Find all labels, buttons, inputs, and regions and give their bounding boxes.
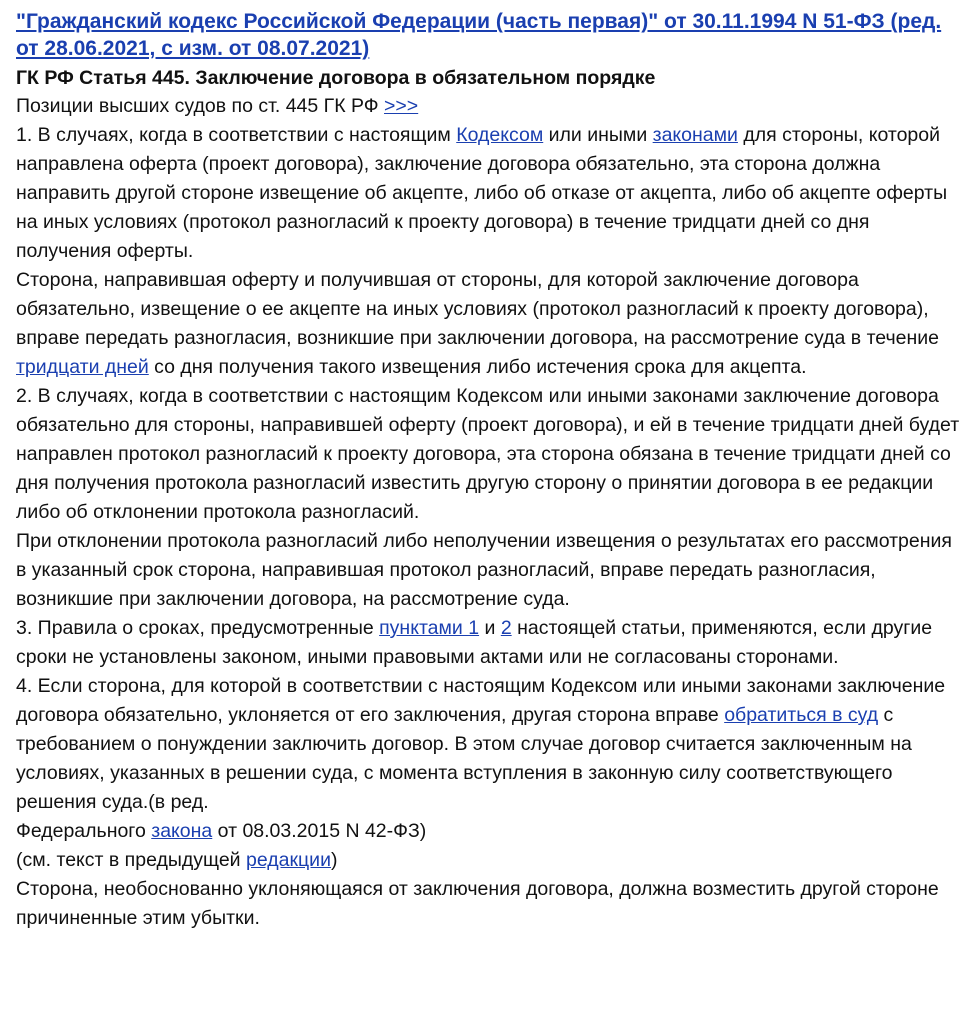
go-to-court-link[interactable]: обратиться в суд: [724, 704, 879, 726]
paragraph-4: [16, 672, 967, 817]
federal-law-link[interactable]: закона: [151, 820, 213, 842]
court-positions-line: [16, 92, 967, 121]
court-positions-text: Позиции высших судов по ст. 445 ГК РФ: [16, 95, 385, 117]
items-1-link[interactable]: пунктами 1: [379, 617, 480, 639]
paragraph-3-text-c: настоящей статьи, применяются, если другие сроки не установлены законом, иными правовыми актами или не согласованы сторонами.: [16, 617, 933, 668]
previous-edition-text-a: (см. текст в предыдущей: [16, 849, 246, 871]
previous-edition-text-b: ): [330, 849, 338, 871]
paragraph-1-second-text-a: Сторона, направившая оферту и получившая от стороны, для которой заключение договора обязательно, извещение о ее акцепте на иных условиях (протокол разногласий к проекту договора), вправе передать разногласия, возникшие при заключении договора, на рассмотрение суда в течение: [16, 269, 939, 349]
amendment-note: [16, 817, 967, 846]
previous-edition-link[interactable]: редакции: [246, 849, 331, 871]
paragraph-1-text-a: 1. В случаях, когда в соответствии с настоящим: [16, 124, 457, 146]
previous-edition-note: [16, 846, 967, 875]
paragraph-4-text-a: 4. Если сторона, для которой в соответствии с настоящим Кодексом или иными законами заключение договора обязательно, уклоняется от его заключения, другая сторона вправе: [16, 675, 946, 726]
paragraph-1-second-text-b: со дня получения такого извещения либо истечения срока для акцепта.: [148, 356, 807, 378]
paragraph-4-text-b: с требованием о понуждении заключить договор. В этом случае договор считается заключенным на условиях, указанных в решении суда, с момента вступления в законную силу соответствующего решения суда.(в ред.: [16, 704, 912, 813]
paragraph-2: 2. В случаях, когда в соответствии с настоящим Кодексом или иными законами заключение договора обязательно для стороны, направившей оферту (проект договора), и ей в течение тридцати дней будет направлен протокол разногласий к проекту договора, эта сторона обязана в течение тридцати дней со дня получения протокола разногласий известить другую сторону о принятии договора в ее редакции либо об отклонении протокола разногласий.: [16, 385, 960, 523]
amendment-text-b: от 08.03.2015 N 42-ФЗ): [212, 820, 427, 842]
amendment-text-a: Федерального: [16, 820, 152, 842]
court-positions-link[interactable]: >>>: [384, 95, 419, 117]
paragraph-1-text-b: или иными: [543, 124, 653, 146]
paragraph-3-text-b: и: [479, 617, 501, 639]
paragraph-1: [16, 121, 967, 266]
paragraph-1-text-c: для стороны, которой направлена оферта (проект договора), заключение договора обязательно, эта сторона должна направить другой стороне извещение об акцепте, либо об отказе от акцепта, либо об акцепте оферты на иных условиях (протокол разногласий к проекту договора) в течение тридцати дней со дня получения оферты.: [16, 124, 948, 262]
paragraph-3: [16, 614, 967, 672]
paragraph-4-second: Сторона, необоснованно уклоняющаяся от заключения договора, должна возместить другой стороне причиненные этим убытки.: [16, 878, 939, 929]
paragraph-1-second: [16, 266, 967, 382]
paragraph-2-second: При отклонении протокола разногласий либо неполучении извещения о результатах его рассмотрения в указанный срок сторона, направившая протокол разногласий, вправе передать разногласия, возникшие при заключении договора, на рассмотрение суда.: [16, 530, 952, 610]
codex-link[interactable]: Кодексом: [456, 124, 544, 146]
thirty-days-link[interactable]: тридцати дней: [16, 356, 149, 378]
paragraph-3-text-a: 3. Правила о сроках, предусмотренные: [16, 617, 380, 639]
item-2-link[interactable]: 2: [500, 617, 512, 639]
codex-title-link[interactable]: "Гражданский кодекс Российской Федерации (часть первая)" от 30.11.1994 N 51-ФЗ (ред. от 28.06.2021, с изм. от 08.07.2021): [16, 10, 942, 60]
article-title: ГК РФ Статья 445. Заключение договора в обязательном порядке: [16, 67, 656, 89]
laws-link[interactable]: законами: [652, 124, 738, 146]
